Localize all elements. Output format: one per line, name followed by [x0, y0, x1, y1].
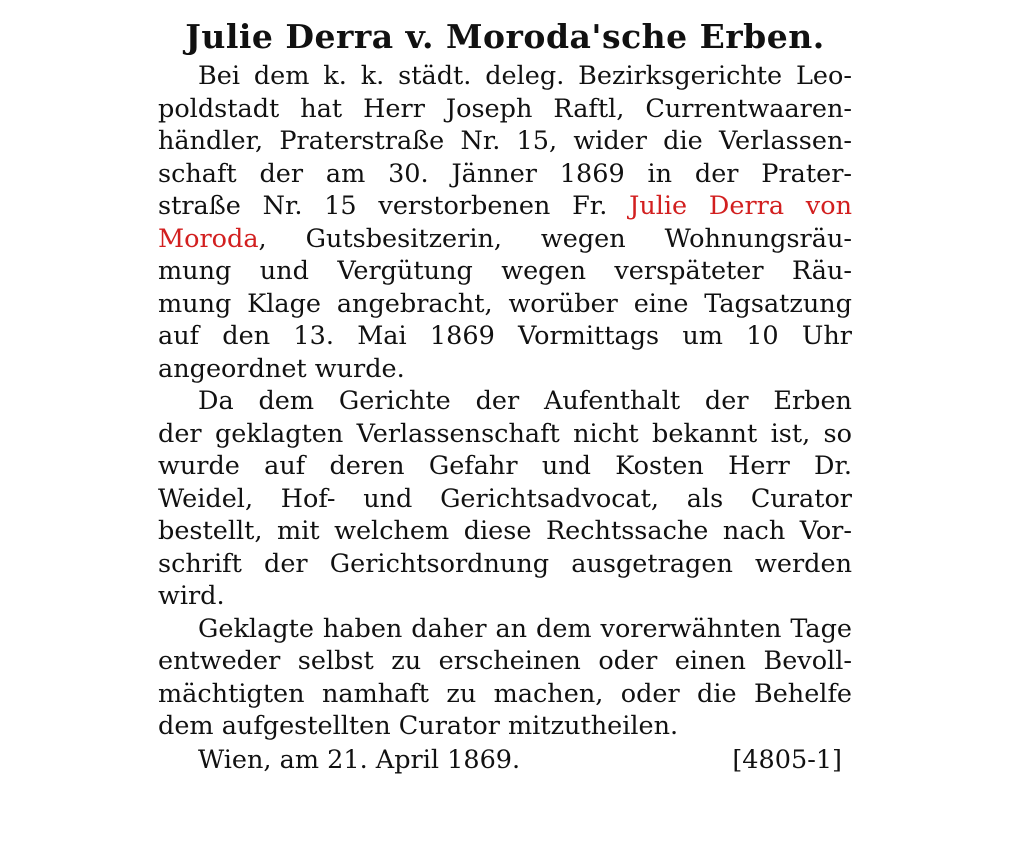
text-fragment: , Gutsbesitzerin, wegen Wohnungsräu-	[258, 223, 852, 254]
text-line: Geklagte haben daher an dem vorerwähnten Tage	[198, 613, 852, 644]
notice-footer	[158, 743, 852, 777]
text-line: schrift der Gerichtsordnung ausgetragen werden	[158, 548, 852, 579]
text-line	[158, 190, 852, 223]
text-line: mung und Vergütung wegen verspäteter Räu-	[158, 256, 852, 286]
text-line: wurde auf deren Gefahr und Kosten Herr Dr.	[158, 451, 852, 481]
text-line: schaft der am 30. Jänner 1869 in der Prater-	[158, 158, 852, 189]
text-line: Weidel, Hof- und Gerichtsadvocat, als Curator	[158, 483, 852, 514]
paragraph-curator	[158, 385, 852, 613]
paragraph-lawsuit	[158, 60, 852, 385]
text-line: mung Klage angebracht, worüber eine Tagsatzung	[158, 288, 852, 319]
place-date: Wien, am 21. April 1869.	[198, 744, 521, 775]
text-line: Da dem Gerichte der Aufenthalt der Erben	[198, 386, 852, 416]
text-line: der geklagten Verlassenschaft nicht bekannt ist, so	[158, 418, 852, 449]
reference-number: [4805-1]	[732, 744, 842, 775]
text-line: dem aufgestellten Curator mitzutheilen.	[158, 711, 679, 741]
text-line: händler, Praterstraße Nr. 15, wider die Verlassen-	[158, 126, 852, 156]
text-line: poldstadt hat Herr Joseph Raftl, Currentwaaren-	[158, 93, 852, 124]
text-line	[158, 223, 852, 256]
highlighted-name-part: Moroda	[158, 223, 259, 254]
text-line: entweder selbst zu erscheinen oder einen Bevoll-	[158, 646, 852, 676]
highlighted-name-part: Julie Derra von	[629, 191, 852, 221]
text-line: wird.	[158, 581, 225, 611]
text-line: mächtigten namhaft zu machen, oder die Behelfe	[158, 678, 852, 709]
notice-heading: Julie Derra v. Moroda'sche Erben.	[185, 17, 825, 56]
text-fragment: straße Nr. 15 verstorbenen Fr.	[158, 191, 608, 221]
paragraph-instructions	[158, 613, 852, 743]
text-line: Bei dem k. k. städt. deleg. Bezirksgerichte Leo-	[198, 61, 852, 91]
text-line: angeordnet wurde.	[158, 353, 405, 384]
text-line: auf den 13. Mai 1869 Vormittags um 10 Uhr	[158, 321, 852, 351]
text-line: bestellt, mit welchem diese Rechtssache nach Vor-	[158, 516, 852, 546]
